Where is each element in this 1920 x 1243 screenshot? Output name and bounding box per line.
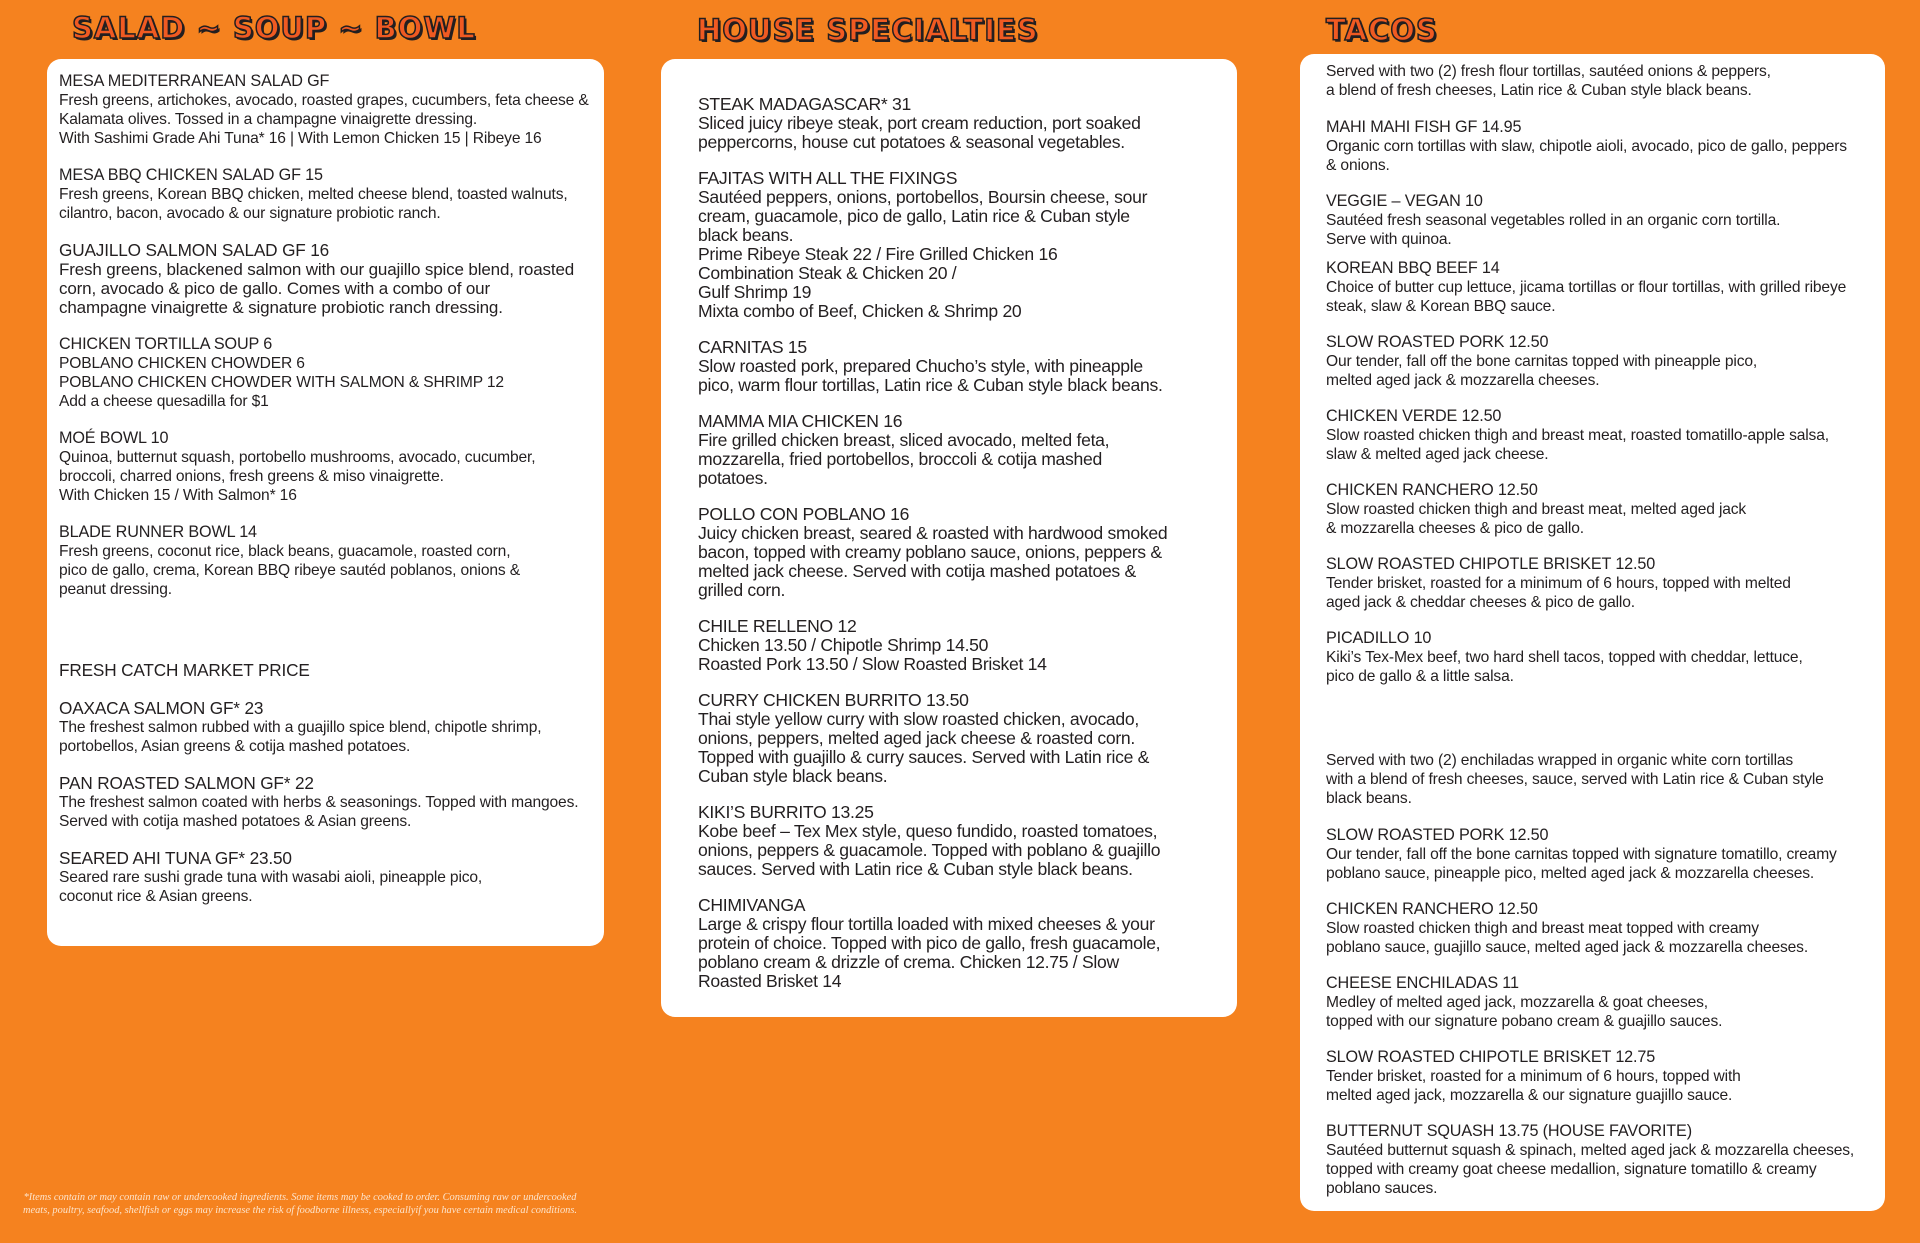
menu-item — [59, 523, 589, 599]
item-title: KIKI’S BURRITO 13.25 — [698, 802, 874, 822]
item-desc-line: Fresh greens, Korean BBQ chicken, melted cheese blend, toasted walnuts, — [59, 186, 568, 203]
salad-soup-bowl-list — [59, 72, 589, 617]
item-desc-line: Large & crispy flour tortilla loaded with mixed cheeses & your — [698, 914, 1155, 934]
menu-item — [1326, 1122, 1854, 1198]
menu-item — [59, 241, 589, 317]
menu-item — [1326, 407, 1847, 464]
item-desc-line: & onions. — [1326, 157, 1390, 174]
item-title: VEGGIE – VEGAN 10 — [1326, 192, 1483, 210]
menu-item — [698, 95, 1167, 152]
menu-item — [1326, 974, 1854, 1031]
item-desc-line: Slow roasted chicken thigh and breast meat, roasted tomatillo-apple salsa, — [1326, 427, 1829, 444]
item-desc-line: pico de gallo, crema, Korean BBQ ribeye sautéd poblanos, onions & — [59, 562, 520, 579]
item-desc-line: With Sashimi Grade Ahi Tuna* 16 | With Lemon Chicken 15 | Ribeye 16 — [59, 130, 542, 147]
menu-item — [59, 335, 589, 411]
menu-item — [1326, 481, 1847, 538]
enchiladas-list — [1326, 751, 1854, 1198]
item-title: MOÉ BOWL 10 — [59, 429, 169, 447]
item-desc-line: Add a cheese quesadilla for $1 — [59, 393, 269, 410]
item-title: SLOW ROASTED PORK 12.50 — [1326, 826, 1549, 844]
menu-item — [698, 505, 1167, 600]
item-desc-line: portobellos, Asian greens & cotija mashed potatoes. — [59, 738, 411, 755]
intro-line: a blend of fresh cheeses, Latin rice & Cuban style black beans. — [1326, 82, 1752, 99]
item-desc-line: peanut dressing. — [59, 581, 172, 598]
item-desc-line: Fire grilled chicken breast, sliced avocado, melted feta, — [698, 430, 1110, 450]
heading-house-specialties: HOUSE SPECIALTIES — [697, 13, 1039, 47]
item-desc-line: poblano sauce, pineapple pico, melted aged jack & mozzarella cheeses. — [1326, 865, 1815, 882]
item-desc-line: melted aged jack & mozzarella cheeses. — [1326, 372, 1600, 389]
menu-item — [59, 661, 578, 680]
menu-item — [1326, 192, 1847, 249]
item-desc-line: Topped with guajillo & curry sauces. Served with Latin rice & — [698, 747, 1150, 767]
item-title: KOREAN BBQ BEEF 14 — [1326, 259, 1500, 277]
item-desc-line: bacon, topped with creamy poblano sauce, onions, peppers & — [698, 542, 1162, 562]
menu-item — [1326, 826, 1854, 883]
item-title: SLOW ROASTED PORK 12.50 — [1326, 333, 1549, 351]
item-desc-line: cream, guacamole, pico de gallo, Latin rice & Cuban style — [698, 206, 1130, 226]
item-title: MESA MEDITERRANEAN SALAD GF — [59, 72, 330, 90]
item-title: SEARED AHI TUNA GF* 23.50 — [59, 848, 292, 868]
item-desc-line: melted aged jack, mozzarella & our signature guajillo sauce. — [1326, 1087, 1733, 1104]
menu-item — [1326, 900, 1854, 957]
item-desc-line: Fresh greens, blackened salmon with our guajillo spice blend, roasted — [59, 260, 575, 279]
item-desc-line: slaw & melted aged jack cheese. — [1326, 446, 1549, 463]
item-desc-line: black beans. — [698, 225, 794, 245]
item-desc-line: Serve with quinoa. — [1326, 231, 1452, 248]
item-desc-line: potatoes. — [698, 468, 768, 488]
enchiladas-intro — [1326, 751, 1854, 808]
item-desc-line: topped with creamy goat cheese medallion, signature tomatillo & creamy — [1326, 1161, 1817, 1178]
item-desc-line: Fresh greens, coconut rice, black beans, guacamole, roasted corn, — [59, 543, 511, 560]
item-title: PAN ROASTED SALMON GF* 22 — [59, 773, 314, 793]
menu-item — [698, 896, 1167, 991]
item-desc-line: Our tender, fall off the bone carnitas topped with pineapple pico, — [1326, 353, 1758, 370]
item-desc-line: coconut rice & Asian greens. — [59, 888, 253, 905]
item-desc-line: Roasted Brisket 14 — [698, 971, 842, 991]
raw-food-disclaimer: *Items contain or may contain raw or undercooked ingredients. Some items may be cooked to order. Consuming raw or undercooked meats, poultry, seafood, shellfish or eggs may increase the risk of foodborne illness, especiallyif you have certain medical conditions. — [23, 1192, 577, 1216]
item-title: SLOW ROASTED CHIPOTLE BRISKET 12.75 — [1326, 1048, 1656, 1066]
item-desc-line: With Chicken 15 / With Salmon* 16 — [59, 487, 297, 504]
intro-line: Served with two (2) enchiladas wrapped in organic white corn tortillas — [1326, 752, 1794, 769]
item-desc-line: Slow roasted chicken thigh and breast meat, melted aged jack — [1326, 501, 1747, 518]
item-desc-line: Fresh greens, artichokes, avocado, roasted grapes, cucumbers, feta cheese & — [59, 92, 589, 109]
item-desc-line: Kobe beef – Tex Mex style, queso fundido, roasted tomatoes, — [698, 821, 1158, 841]
item-desc-line: poblano sauce, guajillo sauce, melted aged jack & mozzarella cheeses. — [1326, 939, 1809, 956]
menu-item — [59, 429, 589, 505]
item-title: CHEESE ENCHILADAS 11 — [1326, 974, 1519, 992]
item-desc-line: poblano cream & drizzle of crema. Chicken 12.75 / Slow — [698, 952, 1119, 972]
item-desc-line: topped with our signature pobano cream & guajillo sauces. — [1326, 1013, 1723, 1030]
intro-line: with a blend of fresh cheeses, sauce, served with Latin rice & Cuban style — [1326, 771, 1824, 788]
menu-item — [59, 849, 578, 906]
item-desc-line: The freshest salmon coated with herbs & seasonings. Topped with mangoes. — [59, 794, 579, 811]
item-desc-line: sauces. Served with Latin rice & Cuban style black beans. — [698, 859, 1133, 879]
item-desc-line: Tender brisket, roasted for a minimum of 6 hours, topped with melted — [1326, 575, 1791, 592]
item-desc-line: Seared rare sushi grade tuna with wasabi aioli, pineapple pico, — [59, 869, 483, 886]
item-title: MAHI MAHI FISH GF 14.95 — [1326, 118, 1522, 136]
item-desc-line: aged jack & cheddar cheeses & pico de gallo. — [1326, 594, 1635, 611]
item-title: BLADE RUNNER BOWL 14 — [59, 523, 257, 541]
item-title: CHICKEN VERDE 12.50 — [1326, 407, 1502, 425]
menu-item — [698, 412, 1167, 488]
item-desc-line: pico, warm flour tortillas, Latin rice & Cuban style black beans. — [698, 375, 1163, 395]
menu-item — [698, 803, 1167, 879]
item-desc-line: grilled corn. — [698, 580, 786, 600]
menu-item — [59, 699, 578, 756]
item-desc-line: mozzarella, fried portobellos, broccoli & cotija mashed — [698, 449, 1102, 469]
item-title: CHILE RELLENO 12 — [698, 616, 857, 636]
item-title: CHICKEN TORTILLA SOUP 6 — [59, 335, 273, 353]
item-title: CARNITAS 15 — [698, 337, 807, 357]
menu-item — [698, 338, 1167, 395]
menu-item — [1326, 118, 1847, 175]
item-desc-line: steak, slaw & Korean BBQ sauce. — [1326, 298, 1556, 315]
item-desc-line: POBLANO CHICKEN CHOWDER WITH SALMON & SHRIMP 12 — [59, 374, 504, 391]
item-title: FAJITAS WITH ALL THE FIXINGS — [698, 168, 958, 188]
item-desc-line: melted jack cheese. Served with cotija mashed potatoes & — [698, 561, 1136, 581]
item-desc-line: Choice of butter cup lettuce, jicama tortillas or flour tortillas, with grilled ribeye — [1326, 279, 1847, 296]
item-desc-line: Sautéed peppers, onions, portobellos, Boursin cheese, sour — [698, 187, 1148, 207]
item-desc-line: Tender brisket, roasted for a minimum of 6 hours, topped with — [1326, 1068, 1741, 1085]
item-title: BUTTERNUT SQUASH 13.75 (HOUSE FAVORITE) — [1326, 1122, 1692, 1140]
item-desc-line: Our tender, fall off the bone carnitas topped with signature tomatillo, creamy — [1326, 846, 1837, 863]
fish-market-list — [59, 661, 578, 924]
menu-item — [698, 691, 1167, 786]
item-title: MESA BBQ CHICKEN SALAD GF 15 — [59, 166, 323, 184]
item-desc-line: broccoli, charred onions, fresh greens & miso vinaigrette. — [59, 468, 444, 485]
tacos-intro — [1326, 62, 1847, 100]
menu-item — [1326, 555, 1847, 612]
item-title: STEAK MADAGASCAR* 31 — [698, 94, 912, 114]
item-desc-line: Slow roasted pork, prepared Chucho’s style, with pineapple — [698, 356, 1143, 376]
item-desc-line: Medley of melted aged jack, mozzarella & goat cheeses, — [1326, 994, 1708, 1011]
item-title: CHICKEN RANCHERO 12.50 — [1326, 900, 1538, 918]
menu-item — [1326, 629, 1847, 686]
item-desc-line: Thai style yellow curry with slow roasted chicken, avocado, — [698, 709, 1139, 729]
item-desc-line: Combination Steak & Chicken 20 / — [698, 263, 957, 283]
item-desc-line: The freshest salmon rubbed with a guajillo spice blend, chipotle shrimp, — [59, 719, 542, 736]
menu-item — [698, 169, 1167, 321]
item-desc-line: Cuban style black beans. — [698, 766, 888, 786]
item-title: CHICKEN RANCHERO 12.50 — [1326, 481, 1538, 499]
item-desc-line: Kiki’s Tex-Mex beef, two hard shell tacos, topped with cheddar, lettuce, — [1326, 649, 1803, 666]
item-title: POLLO CON POBLANO 16 — [698, 504, 910, 524]
intro-line: Served with two (2) fresh flour tortillas, sautéed onions & peppers, — [1326, 63, 1771, 80]
item-desc-line: Sautéed butternut squash & spinach, melted aged jack & mozzarella cheeses, — [1326, 1142, 1855, 1159]
item-desc-line: Prime Ribeye Steak 22 / Fire Grilled Chicken 16 — [698, 244, 1058, 264]
item-desc-line: Roasted Pork 13.50 / Slow Roasted Brisket 14 — [698, 654, 1047, 674]
item-title: PICADILLO 10 — [1326, 629, 1432, 647]
item-desc-line: Chicken 13.50 / Chipotle Shrimp 14.50 — [698, 635, 989, 655]
item-desc-line: Quinoa, butternut squash, portobello mushrooms, avocado, cucumber, — [59, 449, 536, 466]
item-desc-line: Juicy chicken breast, seared & roasted with hardwood smoked — [698, 523, 1168, 543]
tacos-list — [1326, 62, 1847, 686]
heading-salad-soup-bowl: SALAD ~ SOUP ~ BOWL — [72, 11, 476, 45]
item-desc-line: poblano sauces. — [1326, 1180, 1438, 1197]
item-desc-line: Sautéed fresh seasonal vegetables rolled in an organic corn tortilla. — [1326, 212, 1781, 229]
item-desc-line: peppercorns, house cut potatoes & seasonal vegetables. — [698, 132, 1125, 152]
item-desc-line: onions, peppers & guacamole. Topped with poblano & guajillo — [698, 840, 1161, 860]
item-desc-line: POBLANO CHICKEN CHOWDER 6 — [59, 355, 305, 372]
item-title: OAXACA SALMON GF* 23 — [59, 698, 264, 718]
item-title: FRESH CATCH MARKET PRICE — [59, 660, 310, 680]
menu-item — [1326, 333, 1847, 390]
menu-item — [698, 617, 1167, 674]
item-desc-line: corn, avocado & pico de gallo. Comes with a combo of our — [59, 279, 491, 298]
item-desc-line: Mixta combo of Beef, Chicken & Shrimp 20 — [698, 301, 1022, 321]
item-desc-line: Gulf Shrimp 19 — [698, 282, 812, 302]
menu-item — [1326, 1048, 1854, 1105]
intro-line: black beans. — [1326, 790, 1412, 807]
item-desc-line: cilantro, bacon, avocado & our signature probiotic ranch. — [59, 205, 441, 222]
item-title: CURRY CHICKEN BURRITO 13.50 — [698, 690, 969, 710]
item-title: CHIMIVANGA — [698, 895, 806, 915]
item-desc-line: champagne vinaigrette & signature probiotic ranch dressing. — [59, 298, 503, 317]
item-desc-line: & mozzarella cheeses & pico de gallo. — [1326, 520, 1584, 537]
house-specialties-list — [698, 95, 1167, 991]
item-desc-line: Kalamata olives. Tossed in a champagne vinaigrette dressing. — [59, 111, 478, 128]
heading-tacos: TACOS — [1326, 13, 1438, 47]
item-desc-line: Served with cotija mashed potatoes & Asian greens. — [59, 813, 412, 830]
item-desc-line: pico de gallo & a little salsa. — [1326, 668, 1514, 685]
menu-item — [59, 774, 578, 831]
item-title: GUAJILLO SALMON SALAD GF 16 — [59, 240, 330, 260]
item-desc-line: protein of choice. Topped with pico de gallo, fresh guacamole, — [698, 933, 1161, 953]
item-desc-line: Sliced juicy ribeye steak, port cream reduction, port soaked — [698, 113, 1141, 133]
menu-item — [1326, 259, 1847, 316]
item-desc-line: Slow roasted chicken thigh and breast meat topped with creamy — [1326, 920, 1759, 937]
item-title: MAMMA MIA CHICKEN 16 — [698, 411, 903, 431]
menu-item — [59, 166, 589, 223]
item-desc-line: onions, peppers, melted aged jack cheese & roasted corn. — [698, 728, 1136, 748]
menu-item — [59, 72, 589, 148]
item-desc-line: Organic corn tortillas with slaw, chipotle aioli, avocado, pico de gallo, peppers — [1326, 138, 1847, 155]
item-title: SLOW ROASTED CHIPOTLE BRISKET 12.50 — [1326, 555, 1656, 573]
